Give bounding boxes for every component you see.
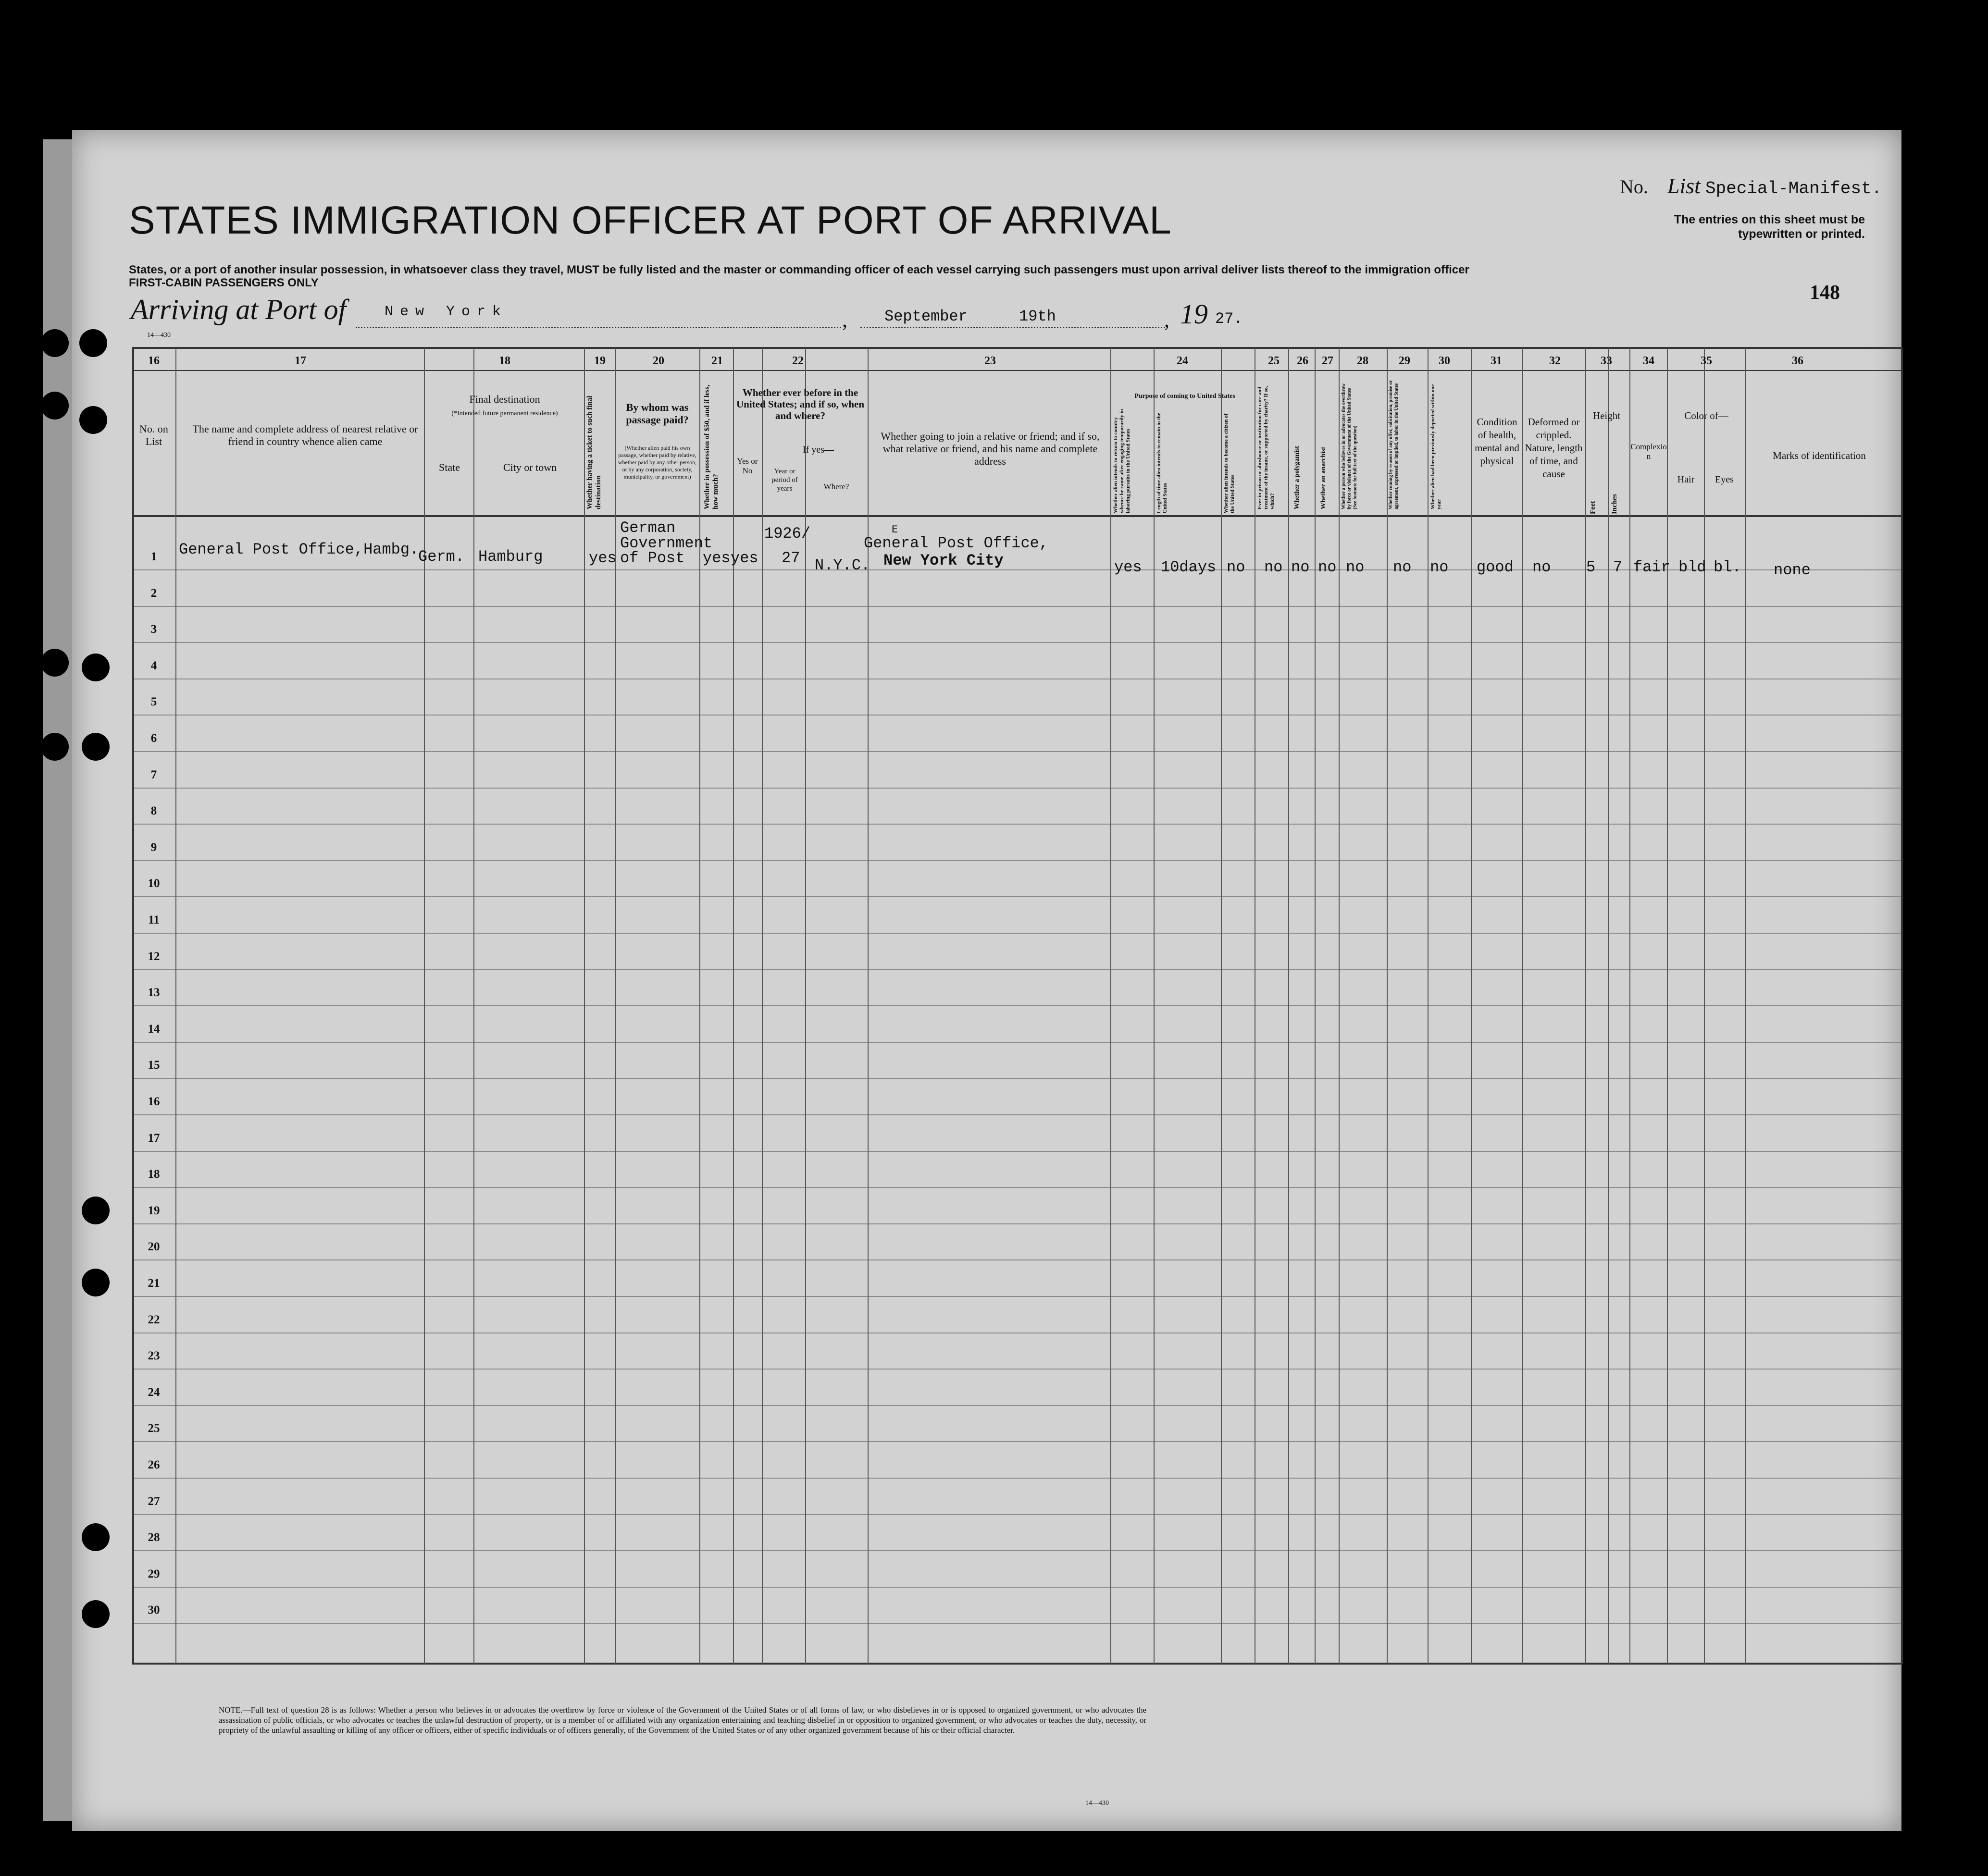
table-top-border	[132, 347, 1901, 349]
table-bottom-border	[132, 1663, 1901, 1665]
column-divider	[1901, 348, 1903, 1664]
row-number: 20	[148, 1240, 160, 1253]
header-feet: Feet	[1589, 501, 1597, 514]
column-divider	[1585, 348, 1586, 1664]
column-number: 23	[984, 355, 996, 367]
punch-hole	[82, 1600, 110, 1628]
date-month: September	[884, 308, 968, 325]
punch-hole	[82, 654, 110, 681]
row-divider	[132, 1405, 1901, 1406]
row-number: 25	[148, 1422, 160, 1435]
cell-anarchist: no	[1318, 558, 1337, 576]
header-city: City or town	[503, 461, 557, 473]
column-divider	[1745, 348, 1746, 1664]
column-divider	[1154, 348, 1155, 1664]
footnote-question-28: NOTE.—Full text of question 28 is as follows: Whether a person who believes in or advocates the overthrow by force or violence of the Government of the United States or of all forms of law, or who disbelieves in or is opposed to organized government, or who advocates the assassination of public officials, or who advocates or teaches the unlawful destruction of property, or is a member of or affiliated with any organization entertaining and teaching disbelief in or opposition to organized government, or who advocates or teaches the duty, necessity, or propriety of the unlawful assaulting or killing of any officer or officers, either of specific individuals or of officers generally, of the Government of the United States or of any other organized government because of his or their official character.	[219, 1705, 1146, 1735]
column-number: 16	[148, 355, 160, 367]
column-divider	[473, 348, 474, 1664]
header-where: Where?	[823, 482, 849, 491]
form-code-footer: 14—430	[1085, 1800, 1109, 1807]
cell-labor-offer: no	[1393, 558, 1412, 576]
punch-hole	[82, 1269, 110, 1296]
row-divider	[132, 788, 1901, 789]
cell-prison: no	[1264, 558, 1283, 576]
row-number: 17	[148, 1132, 160, 1145]
cell-eyes: bl.	[1714, 558, 1741, 576]
header-relative-address: The name and complete address of nearest relative or friend in country whence alien came	[192, 423, 418, 447]
port-value: New York	[385, 304, 508, 320]
header-if-yes: If yes—	[803, 444, 834, 455]
column-divider	[1522, 348, 1523, 1664]
row-divider	[132, 1042, 1901, 1043]
header-question-28: Whether a person who believes in or advocates the overthrow by force or violence of the Government of the United States (See footnote for full text of the question)	[1341, 383, 1358, 509]
header-health: Condition of health, mental and physical	[1475, 416, 1519, 467]
column-divider	[584, 348, 585, 1664]
header-state: State	[439, 461, 460, 473]
header-eyes: Eyes	[1715, 474, 1734, 485]
cell-marks: none	[1774, 561, 1811, 579]
column-number: 18	[499, 355, 510, 367]
comma-separator: ,	[842, 308, 847, 332]
row-number: 18	[148, 1168, 160, 1181]
column-number: 36	[1792, 355, 1803, 367]
header-hair: Hair	[1677, 474, 1695, 485]
form-title: STATES IMMIGRATION OFFICER AT PORT OF ARRIVAL	[129, 198, 1172, 242]
column-number: 24	[1177, 355, 1188, 367]
row-divider	[132, 1078, 1901, 1079]
cell-health: good	[1477, 558, 1514, 576]
column-divider	[1428, 348, 1429, 1664]
row-divider	[132, 1369, 1901, 1370]
form-subtitle: States, or a port of another insular possession, in whatsoever class they travel, MUST be fully listed and the master or commanding officer of each vessel carrying such passengers must upon arrival deliver lists thereof to the immigration officer	[129, 263, 1469, 276]
row-number: 14	[148, 1023, 160, 1036]
row-number: 9	[150, 841, 157, 854]
column-divider	[1110, 348, 1111, 1664]
row-number: 12	[148, 950, 160, 963]
list-word: List	[1667, 173, 1701, 198]
row-number: 15	[148, 1059, 160, 1072]
punch-hole	[41, 649, 69, 677]
port-dotted-line	[356, 327, 841, 328]
column-divider	[805, 348, 806, 1664]
header-no-on-list: No. on List	[139, 423, 168, 447]
punch-hole	[79, 406, 107, 434]
cell-join-1: General Post Office,	[864, 534, 1049, 552]
row-number: 11	[148, 913, 160, 926]
column-number: 30	[1439, 355, 1450, 367]
cell-paid-by-2: Government	[620, 534, 713, 552]
cell-deformed: no	[1532, 558, 1551, 576]
column-divider	[615, 348, 616, 1664]
column-divider	[175, 348, 176, 1664]
cell-paid-by-3: of Post	[620, 549, 685, 567]
row-divider	[132, 933, 1901, 934]
header-final-destination: Final destination	[469, 393, 540, 405]
row-number: 26	[148, 1458, 160, 1471]
cell-money: yes	[703, 549, 731, 567]
header-complexion: Complexion	[1630, 442, 1667, 461]
row-divider	[132, 1005, 1901, 1006]
row-number: 4	[150, 659, 157, 672]
header-ticket: Whether having a ticket to such final destination	[586, 395, 602, 509]
row-number: 23	[148, 1349, 160, 1362]
cell-year-2: 27	[782, 549, 800, 567]
header-height: Height	[1592, 410, 1621, 421]
row-divider	[132, 860, 1901, 861]
column-number: 26	[1297, 355, 1308, 367]
typewriting-instructions: The entries on this sheet must be typewritten or printed.	[1674, 213, 1865, 241]
row-number: 29	[148, 1567, 160, 1580]
header-yes-or-no: Yes or No	[737, 457, 758, 475]
header-length: Length of time alien intends to remain in the United States	[1156, 413, 1168, 513]
header-join-relative: Whether going to join a relative or friend; and if so, what relative or friend, and his name and complete address	[881, 430, 1100, 467]
column-number: 19	[594, 355, 606, 367]
punch-hole	[82, 733, 110, 761]
cell-ticket: yes	[589, 549, 617, 567]
row-divider	[132, 1151, 1901, 1152]
column-divider	[1387, 348, 1388, 1664]
row-number: 28	[148, 1531, 160, 1544]
form-code: 14—430	[147, 332, 171, 339]
column-number: 32	[1549, 355, 1561, 367]
comma-separator: ,	[1164, 308, 1169, 332]
column-number: 21	[711, 355, 723, 367]
row-number: 30	[148, 1604, 160, 1617]
row-number: 13	[148, 986, 160, 999]
cell-join-2: New York City	[883, 552, 1004, 569]
column-divider	[424, 348, 425, 1664]
header-labor-offer: Whether coming by reason of any offer, solicitation, promise or agreement, expressed or implied, to labor in the United States	[1388, 380, 1399, 509]
manifest-sheet	[72, 130, 1901, 1831]
row-divider	[132, 1623, 1901, 1624]
row-divider	[132, 1478, 1901, 1479]
row-number: 10	[148, 877, 160, 890]
cell-hair: bld	[1678, 558, 1706, 576]
row-divider	[132, 1550, 1901, 1551]
header-year: Year or period of years	[771, 468, 798, 493]
column-number: 33	[1601, 355, 1612, 367]
column-number: 25	[1268, 355, 1280, 367]
first-cabin-label: FIRST-CABIN PASSENGERS ONLY	[129, 276, 319, 289]
header-passage-paid: By whom was passage paid?	[626, 401, 689, 426]
header-return: Whether alien intends to return to country whence he came after engaging temporarily in laboring pursuits in the United States	[1113, 409, 1131, 513]
row-number: 24	[148, 1386, 160, 1399]
column-divider	[1471, 348, 1472, 1664]
row-divider	[132, 1587, 1901, 1588]
cell-polygamist: no	[1291, 558, 1310, 576]
year-suffix: 27.	[1215, 310, 1243, 328]
cell-citizen: no	[1227, 558, 1245, 576]
row-number: 16	[148, 1095, 160, 1108]
row-divider	[132, 1441, 1901, 1442]
cell-state: Germ.	[418, 548, 465, 566]
cell-deported: no	[1430, 558, 1449, 576]
column-divider	[1339, 348, 1340, 1664]
header-purpose: Purpose of coming to United States	[1134, 393, 1235, 400]
column-divider	[1629, 348, 1630, 1664]
cell-relative-address: General Post Office,Hambg.	[179, 541, 419, 558]
header-citizen: Whether alien intends to become a citizen of the United States	[1223, 413, 1235, 513]
cell-city: Hamburg	[478, 548, 543, 566]
row-divider	[132, 1259, 1901, 1260]
row-divider	[132, 715, 1901, 716]
cell-join-mark: E	[892, 524, 898, 536]
list-label	[1620, 173, 1882, 198]
header-deformed: Deformed or crippled. Nature, length of time, and cause	[1525, 416, 1583, 480]
header-ever-before: Whether ever before in the United States; and if so, when and where?	[736, 387, 865, 421]
header-final-destination-note: (*Intended future permanent residence)	[451, 410, 558, 417]
column-divider	[1667, 348, 1668, 1664]
header-polygamist: Whether a polygamist	[1293, 446, 1301, 509]
row-divider	[132, 969, 1901, 970]
row-divider	[132, 1296, 1901, 1297]
column-number: 34	[1643, 355, 1654, 367]
arriving-label: Arriving at Port of	[131, 294, 347, 325]
cell-year-1: 1926/	[764, 525, 811, 543]
column-divider	[1315, 348, 1316, 1664]
row-divider	[132, 1514, 1901, 1515]
punch-hole	[82, 1197, 110, 1224]
row-number: 2	[150, 587, 157, 600]
cell-return: yes	[1114, 558, 1142, 576]
column-number: 31	[1491, 355, 1502, 367]
column-divider	[733, 348, 734, 1664]
list-no-label: No.	[1620, 176, 1648, 197]
row-divider	[132, 824, 1901, 825]
cell-length: 10days	[1161, 558, 1217, 576]
cell-paid-by-1: German	[620, 519, 676, 537]
column-number: 27	[1322, 355, 1333, 367]
header-fifty-dollars: Whether in possession of $50, and if less, how much?	[703, 384, 720, 509]
row-divider	[132, 1114, 1901, 1115]
list-value: Special-Manifest.	[1705, 179, 1882, 198]
row-number: 6	[150, 732, 157, 745]
page-number: 148	[1810, 282, 1840, 304]
row-number: 8	[150, 804, 157, 817]
row-number: 3	[150, 623, 157, 636]
column-number: 17	[295, 355, 306, 367]
header-marks: Marks of identification	[1773, 450, 1866, 461]
cell-before: yes	[731, 549, 758, 567]
column-divider	[1288, 348, 1289, 1664]
row-number: 19	[148, 1204, 160, 1217]
cell-feet: 5	[1586, 558, 1596, 576]
header-color-of: Color of—	[1684, 410, 1728, 421]
date-dotted-line	[860, 327, 1168, 328]
header-bottom-border	[132, 515, 1901, 517]
row-divider	[132, 642, 1901, 643]
column-divider	[1221, 348, 1222, 1664]
column-number: 28	[1357, 355, 1368, 367]
column-number: 29	[1399, 355, 1410, 367]
column-number: 22	[792, 355, 804, 367]
punch-hole	[41, 329, 69, 357]
row-divider	[132, 896, 1901, 897]
column-divider	[1608, 348, 1609, 1664]
row-divider	[132, 1223, 1901, 1224]
cell-where: N.Y.C.	[815, 556, 870, 574]
row-divider	[132, 1187, 1901, 1188]
column-divider	[762, 348, 763, 1664]
punch-hole	[79, 329, 107, 357]
column-number: 35	[1701, 355, 1712, 367]
cell-complexion: fair	[1633, 558, 1670, 576]
column-divider	[132, 348, 134, 1664]
header-deported: Whether alien had been previously deported within one year	[1430, 384, 1442, 509]
date-day: 19th	[1019, 308, 1056, 325]
punch-hole	[41, 392, 69, 420]
header-anarchist: Whether an anarchist	[1320, 446, 1327, 509]
row-number: 21	[148, 1277, 160, 1290]
row-number: 7	[150, 768, 157, 781]
row-number: 22	[148, 1313, 160, 1326]
header-inches: Inches	[1611, 494, 1618, 514]
row-divider	[132, 606, 1901, 607]
cell-question-28: no	[1346, 558, 1365, 576]
year-prefix: 19	[1180, 298, 1208, 330]
colnum-divider	[132, 370, 1901, 371]
column-divider	[1704, 348, 1705, 1664]
row-number: 5	[150, 695, 157, 708]
punch-hole	[82, 1523, 110, 1551]
row-divider	[132, 751, 1901, 752]
punch-hole	[41, 733, 69, 761]
cell-inches: 7	[1613, 558, 1623, 576]
row-number: 27	[148, 1495, 160, 1508]
column-number: 20	[653, 355, 664, 367]
header-prison: Ever in prison or almshouse or institution for care and treatment of the insane, or supported by charity? If so, which?	[1257, 386, 1275, 509]
header-passage-note: (Whether alien paid his own passage, whether paid by relative, whether paid by any other person, or by any corporation, society, municipality, or government)	[618, 444, 697, 480]
row-number: 1	[150, 550, 157, 563]
